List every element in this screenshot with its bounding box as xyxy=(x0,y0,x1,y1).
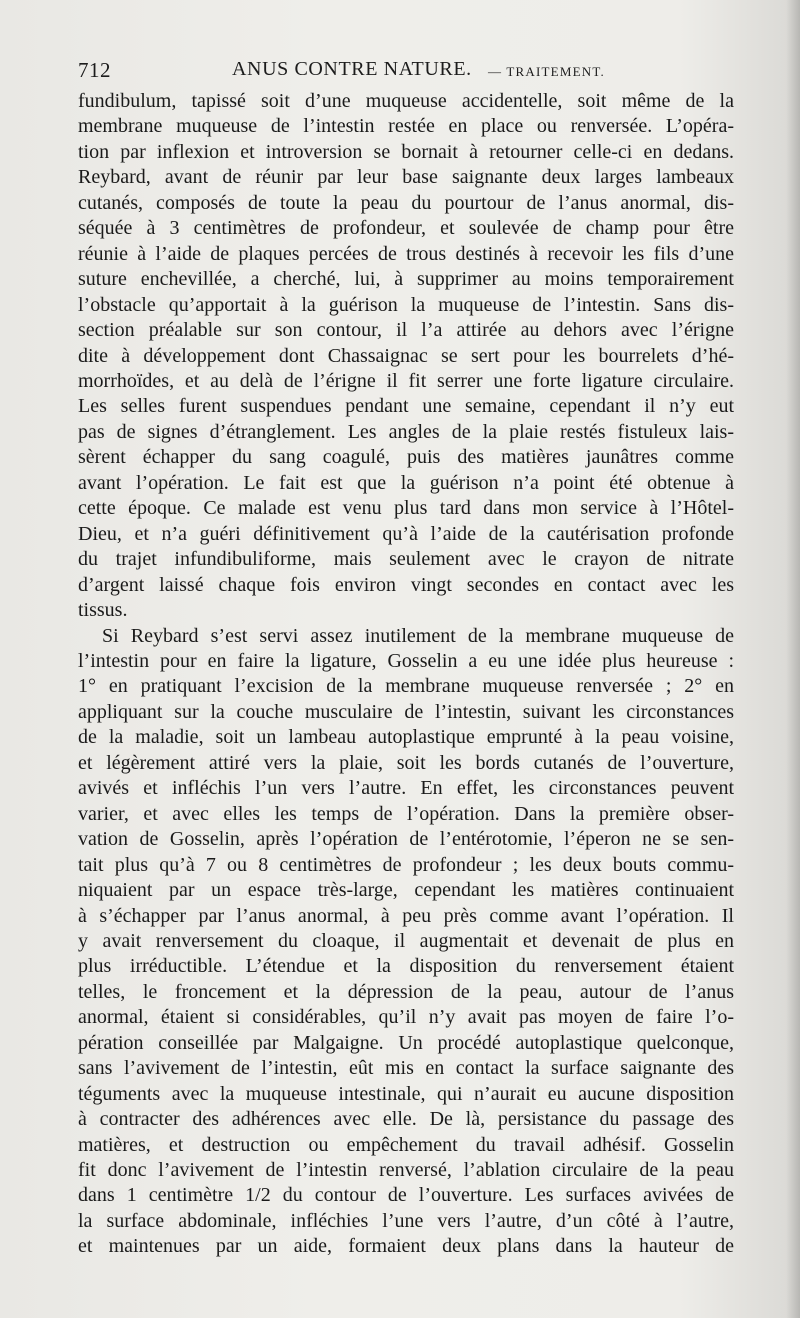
text-line: morrhoïdes, et au delà de l’érigne il fit serrer une forte ligature circulaire. xyxy=(78,369,734,392)
text-line: suture enchevillée, a cherché, lui, à supprimer au moins temporairement xyxy=(78,268,734,291)
text-line: dite à développement dont Chassaignac se sert pour les bourrelets d’hé- xyxy=(78,344,734,367)
running-title: ANUS CONTRE NATURE. xyxy=(232,58,472,80)
running-subtitle: — TRAITEMENT. xyxy=(488,64,605,79)
text-line: réunie à l’aide de plaques percées de trous destinés à recevoir les fils d’une xyxy=(78,242,734,265)
text-line: anormal, étaient si considérables, qu’il n’y avait pas moyen de faire l’o- xyxy=(78,1006,734,1029)
text-line: l’intestin pour en faire la ligature, Gosselin a eu une idée plus heureuse : xyxy=(78,649,734,672)
text-line: l’obstacle qu’apportait à la guérison la muqueuse de l’intestin. Sans dis- xyxy=(78,293,734,316)
text-line: fit donc l’avivement de l’intestin renversé, l’ablation circulaire de la peau xyxy=(78,1159,734,1182)
text-line: et maintenues par un aide, formaient deux plans dans la hauteur de xyxy=(78,1235,734,1258)
text-line: téguments avec la muqueuse intestinale, qui n’aurait eu aucune disposition xyxy=(78,1082,734,1105)
text-line: plus irréductible. L’étendue et la disposition du renversement étaient xyxy=(78,955,734,978)
text-line: sèrent échapper du sang coagulé, puis des matières jaunâtres comme xyxy=(78,446,734,469)
text-line: tait plus qu’à 7 ou 8 centimètres de profondeur ; les deux bouts commu- xyxy=(78,853,734,876)
text-line: varier, et avec elles les temps de l’opération. Dans la première obser- xyxy=(78,802,734,825)
text-line: y avait renversement du cloaque, il augmentait et devenait de plus en xyxy=(78,929,734,952)
text-line: avivés et infléchis l’un vers l’autre. En effet, les circonstances peuvent xyxy=(78,777,734,800)
text-line: appliquant sur la couche musculaire de l’intestin, suivant les circonstances xyxy=(78,700,734,723)
text-line: cutanés, composés de toute la peau du pourtour de l’anus anormal, dis- xyxy=(78,191,734,214)
text-line: telles, le froncement et la dépression de la peau, autour de l’anus xyxy=(78,980,734,1003)
text-line: Si Reybard s’est servi assez inutilement de la membrane muqueuse de xyxy=(102,624,734,647)
text-line: avant l’opération. Le fait est que la guérison n’a point été obtenue à xyxy=(78,471,734,494)
text-line: à contracter des adhérences avec elle. De là, persistance du passage des xyxy=(78,1108,734,1131)
text-line: d’argent laissé chaque fois environ vingt secondes en contact avec les xyxy=(78,573,734,596)
text-line: Dieu, et n’a guéri définitivement qu’à l’aide de la cautérisation profonde xyxy=(78,522,734,545)
text-line: matières, et destruction ou empêchement du travail adhésif. Gosselin xyxy=(78,1133,734,1156)
text-line: de la maladie, soit un lambeau autoplastique emprunté à la peau voisine, xyxy=(78,726,734,749)
body-text xyxy=(78,89,734,1260)
paragraph-2 xyxy=(78,624,734,1260)
text-line: séquée à 3 centimètres de profondeur, et soulevée de champ pour être xyxy=(78,217,734,240)
text-line: sans l’avivement de l’intestin, eût mis en contact la surface saignante des xyxy=(78,1057,734,1080)
text-line: vation de Gosselin, après l’opération de l’entérotomie, l’éperon ne se sen- xyxy=(78,828,734,851)
text-line: niquaient par un espace très-large, cependant les matières continuaient xyxy=(78,879,734,902)
text-line: membrane muqueuse de l’intestin restée en place ou renversée. L’opéra- xyxy=(78,115,734,138)
text-line: section préalable sur son contour, il l’a attirée au dehors avec l’érigne xyxy=(78,319,734,342)
text-line: pas de signes d’étranglement. Les angles de la plaie restés fistuleux lais- xyxy=(78,420,734,443)
page-number: 712 xyxy=(78,58,111,82)
text-line: la surface abdominale, infléchies l’une vers l’autre, d’un côté à l’autre, xyxy=(78,1209,734,1232)
text-line: Les selles furent suspendues pendant une semaine, cependant il n’y eut xyxy=(78,395,734,418)
text-line: pération conseillée par Malgaigne. Un procédé autoplastique quelconque, xyxy=(78,1031,734,1054)
text-line: tion par inflexion et introversion se bornait à retourner celle-ci en dedans. xyxy=(78,140,734,163)
text-line: dans 1 centimètre 1/2 du contour de l’ouverture. Les surfaces avivées de xyxy=(78,1184,734,1207)
text-line: fundibulum, tapissé soit d’une muqueuse accidentelle, soit même de la xyxy=(78,90,734,112)
text-line: 1° en pratiquant l’excision de la membrane muqueuse renversée ; 2° en xyxy=(78,675,734,698)
running-head xyxy=(78,58,732,88)
text-line: tissus. xyxy=(78,599,128,622)
page-edge-shadow xyxy=(786,0,800,1318)
text-line: cette époque. Ce malade est venu plus tard dans mon service à l’Hôtel- xyxy=(78,497,734,520)
text-line: Reybard, avant de réunir par leur base saignante deux larges lambeaux xyxy=(78,166,734,189)
text-line: du trajet infundibuliforme, mais seulement avec le crayon de nitrate xyxy=(78,548,734,571)
text-line: et légèrement attiré vers la plaie, soit les bords cutanés de l’ouverture, xyxy=(78,751,734,774)
paragraph-1 xyxy=(78,89,734,624)
text-line: à s’échapper par l’anus anormal, à peu près comme avant l’opération. Il xyxy=(78,904,734,927)
